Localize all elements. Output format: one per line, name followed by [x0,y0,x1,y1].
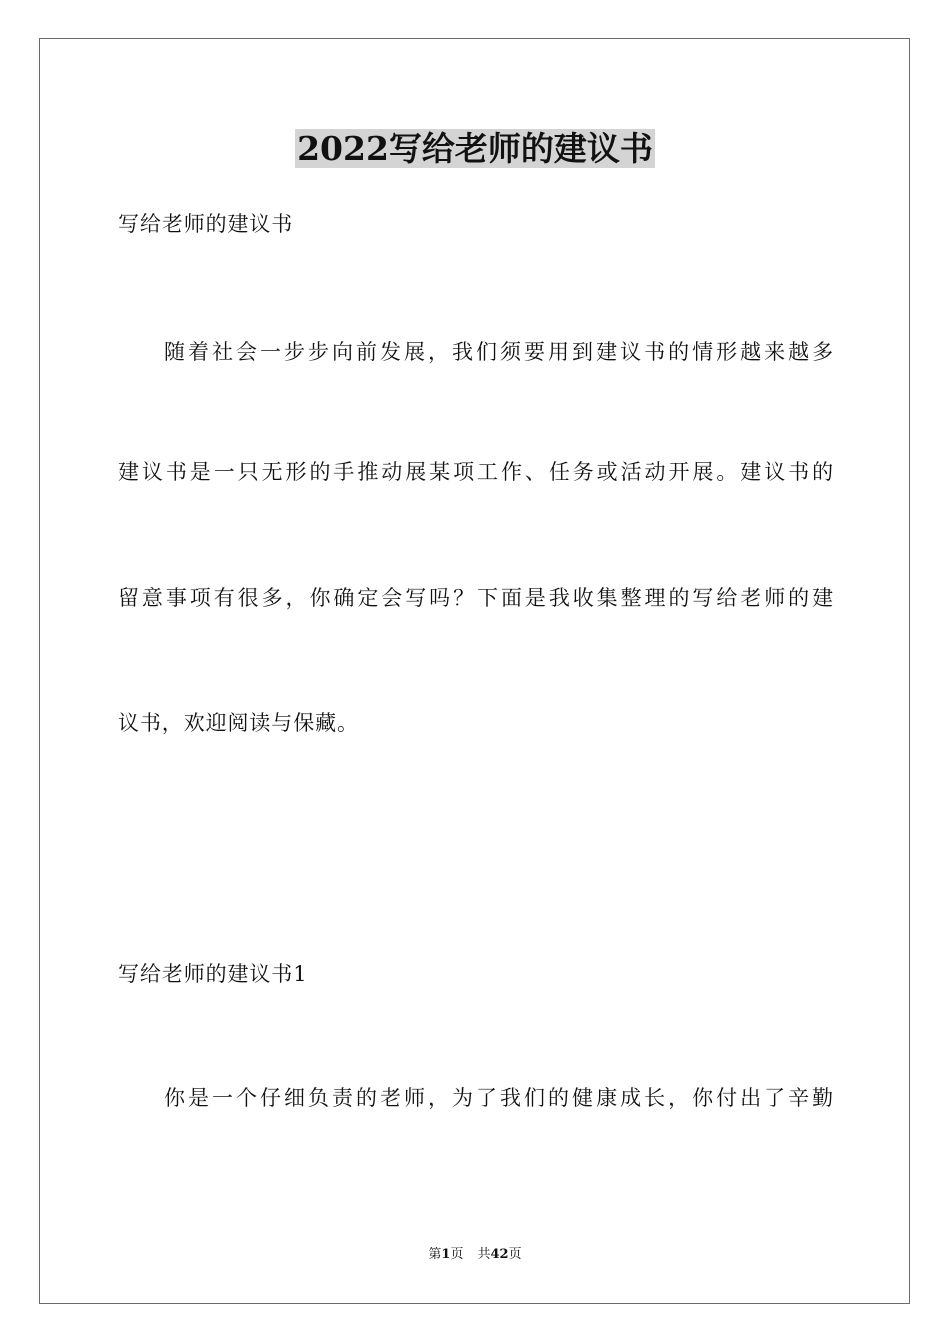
footer-total-unit: 页 [508,1247,522,1262]
footer-page-current: 1 [441,1247,451,1262]
intro-line-2: 建议书是一只无形的手推动展某项工作、任务或活动开展。建议书的 [118,460,834,484]
page-footer [0,1246,950,1264]
document-title-text: 2022写给老师的建议书 [297,129,653,168]
footer-page-total: 42 [490,1247,509,1262]
footer-page-unit: 页 [450,1247,464,1262]
intro-line-3: 留意事项有很多，你确定会写吗？下面是我收集整理的写给老师的建 [118,586,834,610]
footer-page-prefix: 第 [428,1247,442,1262]
section-line-1: 你是一个仔细负责的老师，为了我们的健康成长，你付出了辛勤 [164,1086,834,1110]
document-subtitle: 写给老师的建议书 [118,212,294,236]
intro-line-4: 议书，欢迎阅读与保藏。 [118,711,359,735]
section-heading: 写给老师的建议书1 [118,962,308,986]
intro-line-1: 随着社会一步步向前发展，我们须要用到建议书的情形越来越多 [164,340,834,364]
footer-total-prefix: 共 [477,1247,491,1262]
document-title [0,128,950,170]
